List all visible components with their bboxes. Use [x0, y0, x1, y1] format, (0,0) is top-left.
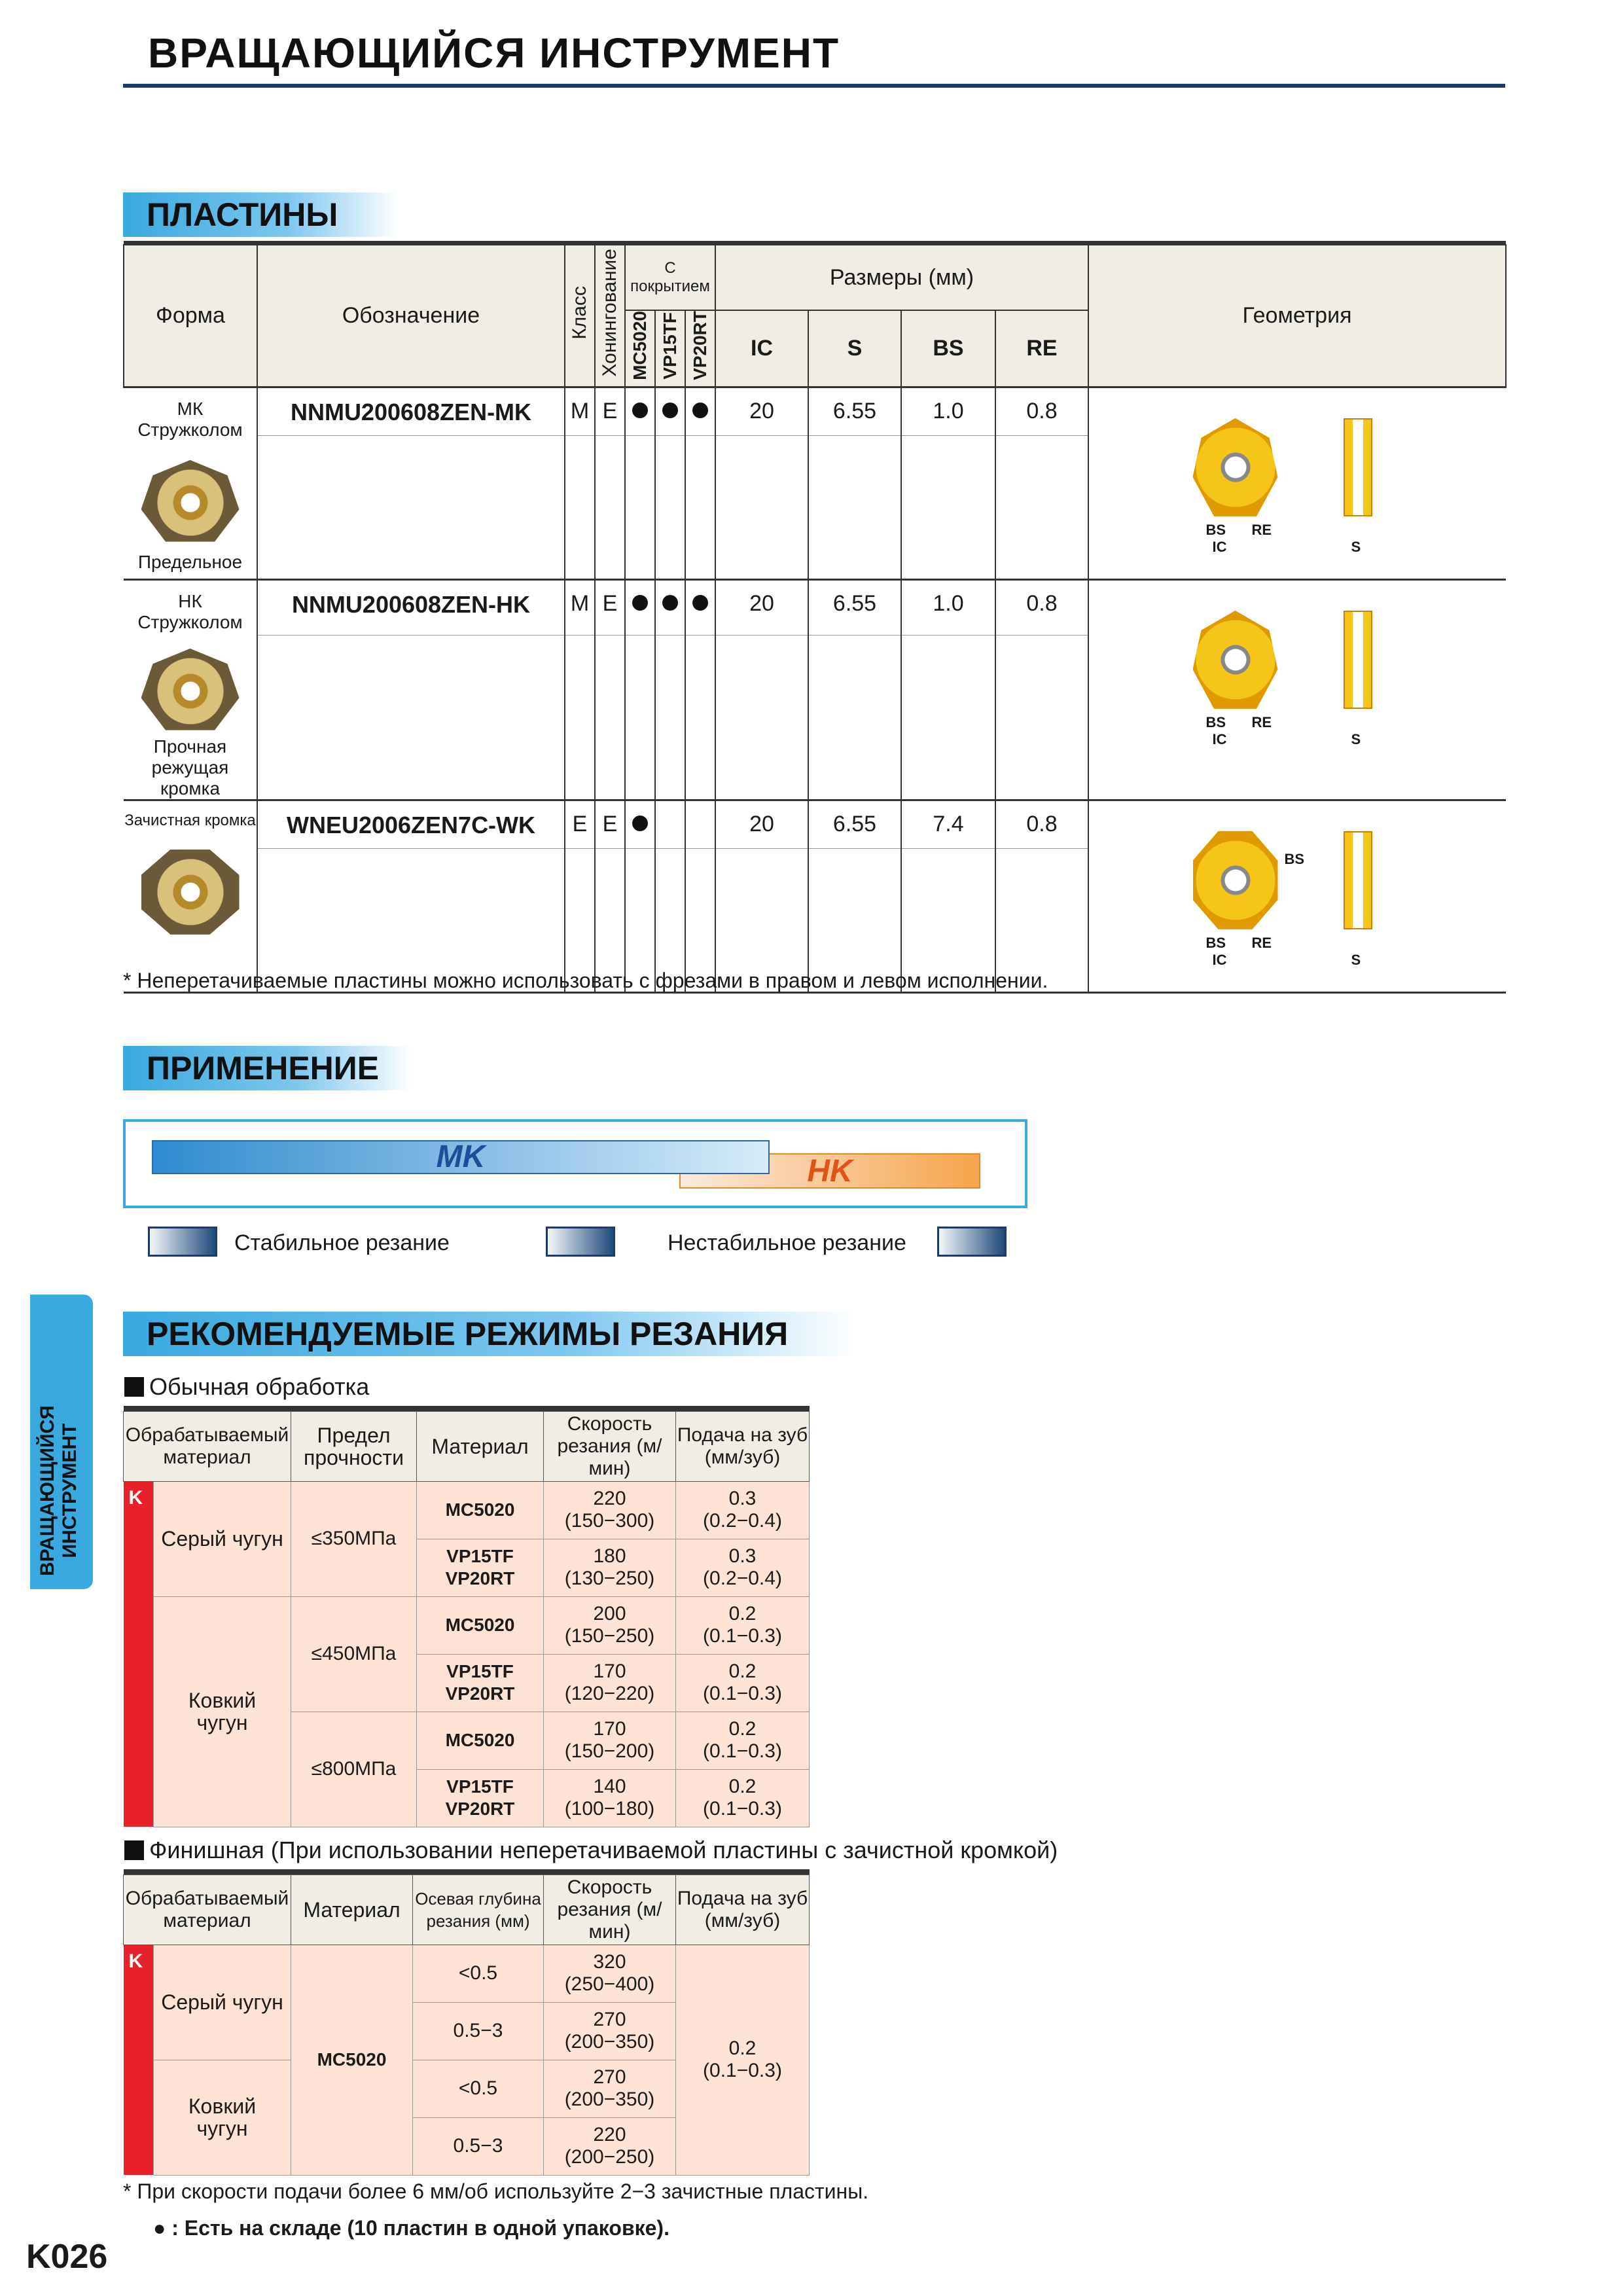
hdr-workpiece: Обрабатываемый материал [124, 1874, 291, 1945]
hdr-grade: Материал [417, 1411, 544, 1481]
insert-code: NNMU200608ZEN-HK [257, 579, 565, 635]
stock-dot [692, 595, 708, 611]
depth-cell: <0.5 [413, 1945, 544, 2002]
material-gray-iron: Серый чугун [154, 1945, 291, 2060]
hdr-depth: Осевая глубина резания (мм) [413, 1874, 544, 1945]
insert-geometry: BS BS RE IC S [1088, 800, 1506, 992]
insert-form-hk: НК Стружколом Прочная режущая кромка [124, 579, 257, 800]
grade-cell: VP15TF VP20RT [417, 1654, 544, 1712]
insert-class: M [565, 579, 595, 635]
insert-code: NNMU200608ZEN-MK [257, 387, 565, 435]
speed-cell: 140 (100−180) [544, 1769, 676, 1827]
feed-cell: 0.2 (0.1−0.3) [676, 1596, 810, 1654]
col-grade-mc5020: MC5020 [630, 311, 650, 380]
grade-cell: MC5020 [417, 1481, 544, 1539]
insert-bs: 1.0 [901, 579, 995, 635]
depth-cell: <0.5 [413, 2060, 544, 2117]
speed-cell: 200 (150−250) [544, 1596, 676, 1654]
insert-honing: E [595, 800, 625, 848]
application-range-box [123, 1119, 1027, 1208]
title-underline [123, 84, 1505, 88]
depth-cell: 0.5−3 [413, 2002, 544, 2060]
stock-legend: ● : Есть на складе (10 пластин в одной упаковке). [153, 2216, 669, 2240]
mk-range-bar: MK [152, 1140, 770, 1174]
insert-form-mk: МК Стружколом Предельное [124, 387, 257, 579]
col-coated: С покрытием [625, 245, 715, 310]
col-class: Класс [569, 286, 590, 340]
feed-cell: 0.2 (0.1−0.3) [676, 1945, 810, 2175]
col-geometry: Геометрия [1088, 245, 1506, 387]
col-honing: Хонингование [599, 249, 620, 377]
hdr-workpiece: Обрабатываемый материал [124, 1411, 291, 1481]
iso-k-badge: K [124, 1945, 154, 2175]
hdr-grade: Материал [291, 1874, 413, 1945]
hdr-feed: Подача на зуб (мм/зуб) [676, 1874, 810, 1945]
col-designation: Обозначение [257, 245, 565, 387]
section-application-title: ПРИМЕНЕНИЕ [123, 1046, 411, 1090]
insert-form-wk: Зачистная кромка [124, 800, 257, 992]
speed-cell: 170 (120−220) [544, 1654, 676, 1712]
inserts-table [123, 241, 1507, 994]
insert-photo [141, 460, 240, 545]
insert-side-view [1344, 418, 1372, 516]
hdr-speed: Скорость резания (м/мин) [544, 1411, 676, 1481]
insert-top-view [1193, 831, 1278, 929]
col-form: Форма [124, 245, 257, 387]
col-dims: Размеры (мм) [715, 245, 1088, 310]
side-tab-label: ВРАЩАЮЩИЙСЯ ИНСТРУМЕНТ [37, 1405, 80, 1576]
grade-cell: VP15TF VP20RT [417, 1769, 544, 1827]
unstable-legend-swatch-2 [937, 1227, 1007, 1257]
insert-honing: E [595, 579, 625, 635]
insert-class: M [565, 387, 595, 435]
insert-top-view [1193, 418, 1278, 516]
page-title: ВРАЩАЮЩИЙСЯ ИНСТРУМЕНТ [148, 29, 840, 77]
col-s: S [808, 310, 901, 387]
insert-side-view [1344, 831, 1372, 929]
insert-geometry: BS RE IC S [1088, 387, 1506, 579]
insert-re: 0.8 [995, 579, 1088, 635]
section-inserts-title: ПЛАСТИНЫ [123, 192, 398, 237]
col-grade-vp20rt: VP20RT [690, 311, 710, 380]
stock-dot [632, 816, 648, 831]
insert-re: 0.8 [995, 800, 1088, 848]
feed-cell: 0.2 (0.1−0.3) [676, 1712, 810, 1769]
material-ductile-iron: Ковкий чугун [154, 2060, 291, 2175]
feed-cell: 0.2 (0.1−0.3) [676, 1654, 810, 1712]
insert-honing: E [595, 387, 625, 435]
grade-cell: MC5020 [417, 1596, 544, 1654]
normal-heading: Обычная обработка [124, 1373, 369, 1401]
normal-cutting-table [123, 1406, 810, 1827]
page-number: K026 [26, 2238, 108, 2276]
stock-dot [632, 595, 648, 611]
hk-range-bar: HK [679, 1153, 980, 1189]
material-gray-iron: Серый чугун [154, 1481, 291, 1596]
hdr-feed: Подача на зуб (мм/зуб) [676, 1411, 810, 1481]
insert-geometry: BS RE IC S [1088, 579, 1506, 800]
finish-cutting-table [123, 1869, 810, 2176]
stock-dot [662, 403, 678, 418]
stable-legend-label: Стабильное резание [234, 1230, 450, 1255]
insert-s: 6.55 [808, 579, 901, 635]
finish-heading: Финишная (При использовании неперетачиваемой пластины с зачистной кромкой) [124, 1837, 1058, 1864]
hdr-strength: Предел прочности [291, 1411, 417, 1481]
insert-ic: 20 [715, 800, 808, 848]
strength-value: ≤350МПа [291, 1481, 417, 1596]
grade-cell: MC5020 [291, 1945, 413, 2175]
speed-cell: 170 (150−200) [544, 1712, 676, 1769]
speed-cell: 220 (200−250) [544, 2117, 676, 2175]
insert-side-view [1344, 611, 1372, 709]
unstable-legend-label: Нестабильное резание [668, 1230, 906, 1255]
speed-cell: 220 (150−300) [544, 1481, 676, 1539]
finish-footnote: * При скорости подачи более 6 мм/об используйте 2−3 зачистные пластины. [123, 2179, 869, 2203]
unstable-legend-swatch-1 [546, 1227, 615, 1257]
insert-class: E [565, 800, 595, 848]
insert-photo [141, 850, 240, 935]
speed-cell: 270 (200−350) [544, 2060, 676, 2117]
insert-ic: 20 [715, 579, 808, 635]
col-grade-vp15tf: VP15TF [660, 312, 680, 380]
hdr-speed: Скорость резания (м/мин) [544, 1874, 676, 1945]
insert-s: 6.55 [808, 387, 901, 435]
insert-re: 0.8 [995, 387, 1088, 435]
grade-cell: MC5020 [417, 1712, 544, 1769]
insert-top-view [1193, 611, 1278, 709]
stable-legend-swatch [148, 1227, 217, 1257]
insert-code: WNEU2006ZEN7C-WK [257, 800, 565, 848]
stock-dot [692, 403, 708, 418]
material-ductile-iron: Ковкий чугун [154, 1596, 291, 1827]
grade-cell: VP15TF VP20RT [417, 1539, 544, 1596]
insert-bs: 1.0 [901, 387, 995, 435]
iso-k-badge: K [124, 1481, 154, 1827]
feed-cell: 0.3 (0.2−0.4) [676, 1539, 810, 1596]
feed-cell: 0.3 (0.2−0.4) [676, 1481, 810, 1539]
insert-ic: 20 [715, 387, 808, 435]
strength-value: ≤450МПа [291, 1596, 417, 1712]
col-re: RE [995, 310, 1088, 387]
stock-dot [662, 595, 678, 611]
section-cutting-title: РЕКОМЕНДУЕМЫЕ РЕЖИМЫ РЕЗАНИЯ [123, 1312, 856, 1356]
col-bs: BS [901, 310, 995, 387]
insert-photo [141, 649, 240, 734]
insert-s: 6.55 [808, 800, 901, 848]
insert-bs: 7.4 [901, 800, 995, 848]
speed-cell: 180 (130−250) [544, 1539, 676, 1596]
speed-cell: 270 (200−350) [544, 2002, 676, 2060]
depth-cell: 0.5−3 [413, 2117, 544, 2175]
feed-cell: 0.2 (0.1−0.3) [676, 1769, 810, 1827]
stock-dot [632, 403, 648, 418]
side-tab [30, 1295, 93, 1589]
col-ic: IC [715, 310, 808, 387]
speed-cell: 320 (250−400) [544, 1945, 676, 2002]
inserts-footnote: * Неперетачиваемые пластины можно использовать с фрезами в правом и левом исполнении. [123, 969, 1048, 992]
strength-value: ≤800МПа [291, 1712, 417, 1827]
